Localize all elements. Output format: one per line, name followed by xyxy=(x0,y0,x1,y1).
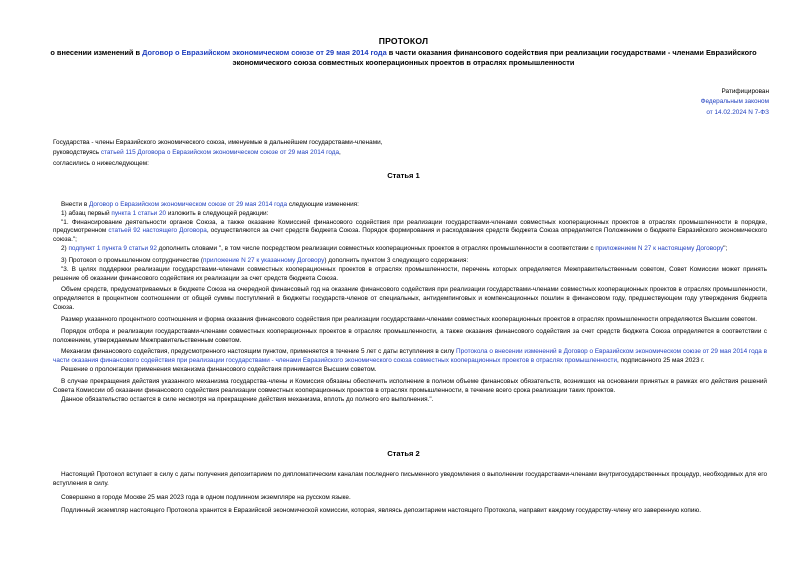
preamble-line-1: Государства - члены Евразийского экономического союза, именуемые в дальнейшем государствами-членами, xyxy=(53,139,383,146)
preamble-line-3: согласились о нижеследующем: xyxy=(53,159,149,167)
article-2-body xyxy=(53,471,767,516)
paragraph-mechanism: Механизм финансового содействия, предусмотренного настоящим пунктом, применяется в течение 5 лет с даты вступления в силу Протокола о внесении изменений в Договор о Евразийском экономическом союзе от 29 мая 2014 года в части оказания финансового содействия при реализации государствами - членами Евразийского экономического союза совместных кооперационных проектов в отраслях промышленности, подписанного 25 мая 2023 г. xyxy=(53,348,767,365)
protocol-link[interactable]: Протокола о внесении изменений в Договор о Евразийском экономическом союзе от 29 мая 2014 года в части оказания финансового содействия при реализации государствами - членами Евразийского экономического союза совместных кооперационных проектов в отраслях промышленности xyxy=(53,348,767,365)
annex-27-treaty-link[interactable]: приложение N 27 к указанному Договору xyxy=(202,256,325,264)
amendment-item-2: 2) подпункт 1 пункта 9 статьи 92 дополнить словами ", в том числе посредством реализации совместных кооперационных проектов в отраслях промышленности в соответствии с приложением N 27 к настоящему Договору"; xyxy=(61,245,728,253)
amendment-item-1: 1) абзац первый пункта 1 статьи 20 изложить в следующей редакции: xyxy=(61,209,269,217)
paragraph-volume: Объем средств, предусматриваемых в бюджете Союза на очередной финансовый год на оказание финансового содействия при реализации государствами-членами совместных кооперационных проектов в отраслях промышленности, определяется в процентном соотношении от общей суммы поступлений в бюджеты государств-членов от специальных, антидемпинговых и компенсационных пошлин в финансовом году, предшествующем году утверждения бюджета Союза. xyxy=(53,286,767,312)
amendment-quote-1: "1. Финансирование деятельности органов Союза, а также оказание Комиссией финансового содействия при реализации государствами-членами совместных кооперационных проектов в отраслях промышленности в порядке, предусмотренном статьей 92 настоящего Договора, осуществляются за счет средств бюджета Союза. Порядок формирования и расходования средств бюджета Союза определяется Положением о бюджете Евразийского экономического союза."; xyxy=(53,218,767,244)
document-title: ПРОТОКОЛ xyxy=(378,36,429,46)
annex-27-link[interactable]: приложением N 27 к настоящему Договору xyxy=(595,245,724,253)
ratification-note xyxy=(701,87,769,118)
federal-law-date-link[interactable]: от 14.02.2024 N 7-ФЗ xyxy=(706,108,769,116)
paragraph-termination: В случае прекращения действия указанного механизма государства-члены и Комиссия обязаны обеспечить исполнение в полном объеме финансовых обязательств, возникших на основании принятых в рамках его действия решений Совета Комиссии об оказании финансового содействия реализации совместных кооперационных проектов в отраслях промышленности, в течение всего срока реализации таких проектов. xyxy=(53,377,767,394)
ratification-label: Ратифицирован xyxy=(721,88,769,95)
article-1-heading: Статья 1 xyxy=(387,171,420,180)
paragraph-prolongation: Решение о пролонгации применения механизма финансового содействия принимается Высшим советом. xyxy=(61,366,377,374)
paragraph-obligation: Данное обязательство остается в силе несмотря на прекращение действия механизма, вплоть до полного его выполнения.". xyxy=(61,395,434,403)
article-2-paragraph-1: Настоящий Протокол вступает в силу с даты получения депозитарием по дипломатическим каналам последнего письменного уведомления о выполнении государствами-членами внутригосударственных процедур, необходимых для его вступления в силу. xyxy=(53,471,767,487)
treaty-link[interactable]: Договор о Евразийском экономическом союзе от 29 мая 2014 года xyxy=(142,48,387,58)
document-subtitle: о внесении изменений в Договор о Евразийском экономическом союзе от 29 мая 2014 года в части оказания финансового содействия при реализации государствами - членами Евразийского экономического союза совместных кооперационных проектов в отраслях промышленности xyxy=(50,48,757,68)
article-92-link[interactable]: статьей 92 настоящего Договора xyxy=(108,227,207,235)
article-20-link[interactable]: пункта 1 статьи 20 xyxy=(111,209,167,217)
article-1-body xyxy=(53,201,767,404)
article-2-heading: Статья 2 xyxy=(387,449,420,458)
amendment-item-3: 3) Протокол о промышленном сотрудничестве (приложение N 27 к указанному Договору) дополнить пунктом 3 следующего содержания: xyxy=(61,256,469,264)
federal-law-link[interactable]: Федеральным законом xyxy=(700,98,769,106)
preamble-line-2: руководствуясь статьей 115 Договора о Евразийском экономическом союзе от 29 мая 2014 года, xyxy=(53,149,341,157)
document-title-block xyxy=(20,36,787,68)
article-2-paragraph-2: Совершено в городе Москве 25 мая 2023 года в одном подлинном экземпляре на русском языке. xyxy=(61,493,351,501)
article-1-intro: Внести в Договор о Евразийском экономическом союзе от 29 мая 2014 года следующие изменения: xyxy=(61,201,359,208)
paragraph-order: Порядок отбора и реализации государствами-членами совместных кооперационных проектов в отраслях промышленности, а также оказания финансового содействия за счет средств бюджета Союза определяется в соответствии с положением, утверждаемым Межправительственным советом. xyxy=(53,327,767,344)
preamble xyxy=(53,138,382,169)
article-115-link[interactable]: статьей 115 Договора о Евразийском экономическом союзе от 29 мая 2014 года xyxy=(100,149,340,157)
paragraph-size: Размер указанного процентного соотношения и форма оказания финансового содействия при реализации государствами-членами совместных кооперационных проектов в отраслях промышленности определяются Высшим советом. xyxy=(61,315,757,323)
treaty-link-intro[interactable]: Договор о Евразийском экономическом союзе от 29 мая 2014 года xyxy=(88,201,288,208)
amendment-quote-3: "3. В целях поддержки реализации государствами-членами совместных кооперационных проектов в отраслях промышленности, перечень которых определяется Межправительственным советом, Совет Комиссии может принять решение об оказании финансового содействия их реализации за счет средств бюджета Союза. xyxy=(53,265,767,282)
article-2-paragraph-3: Подлинный экземпляр настоящего Протокола хранится в Евразийской экономической комиссии, которая, являясь депозитарием настоящего Протокола, направит каждому государству-члену его заверенную копию. xyxy=(61,507,702,515)
article-92-subitem-link[interactable]: подпункт 1 пункта 9 статьи 92 xyxy=(68,245,157,253)
